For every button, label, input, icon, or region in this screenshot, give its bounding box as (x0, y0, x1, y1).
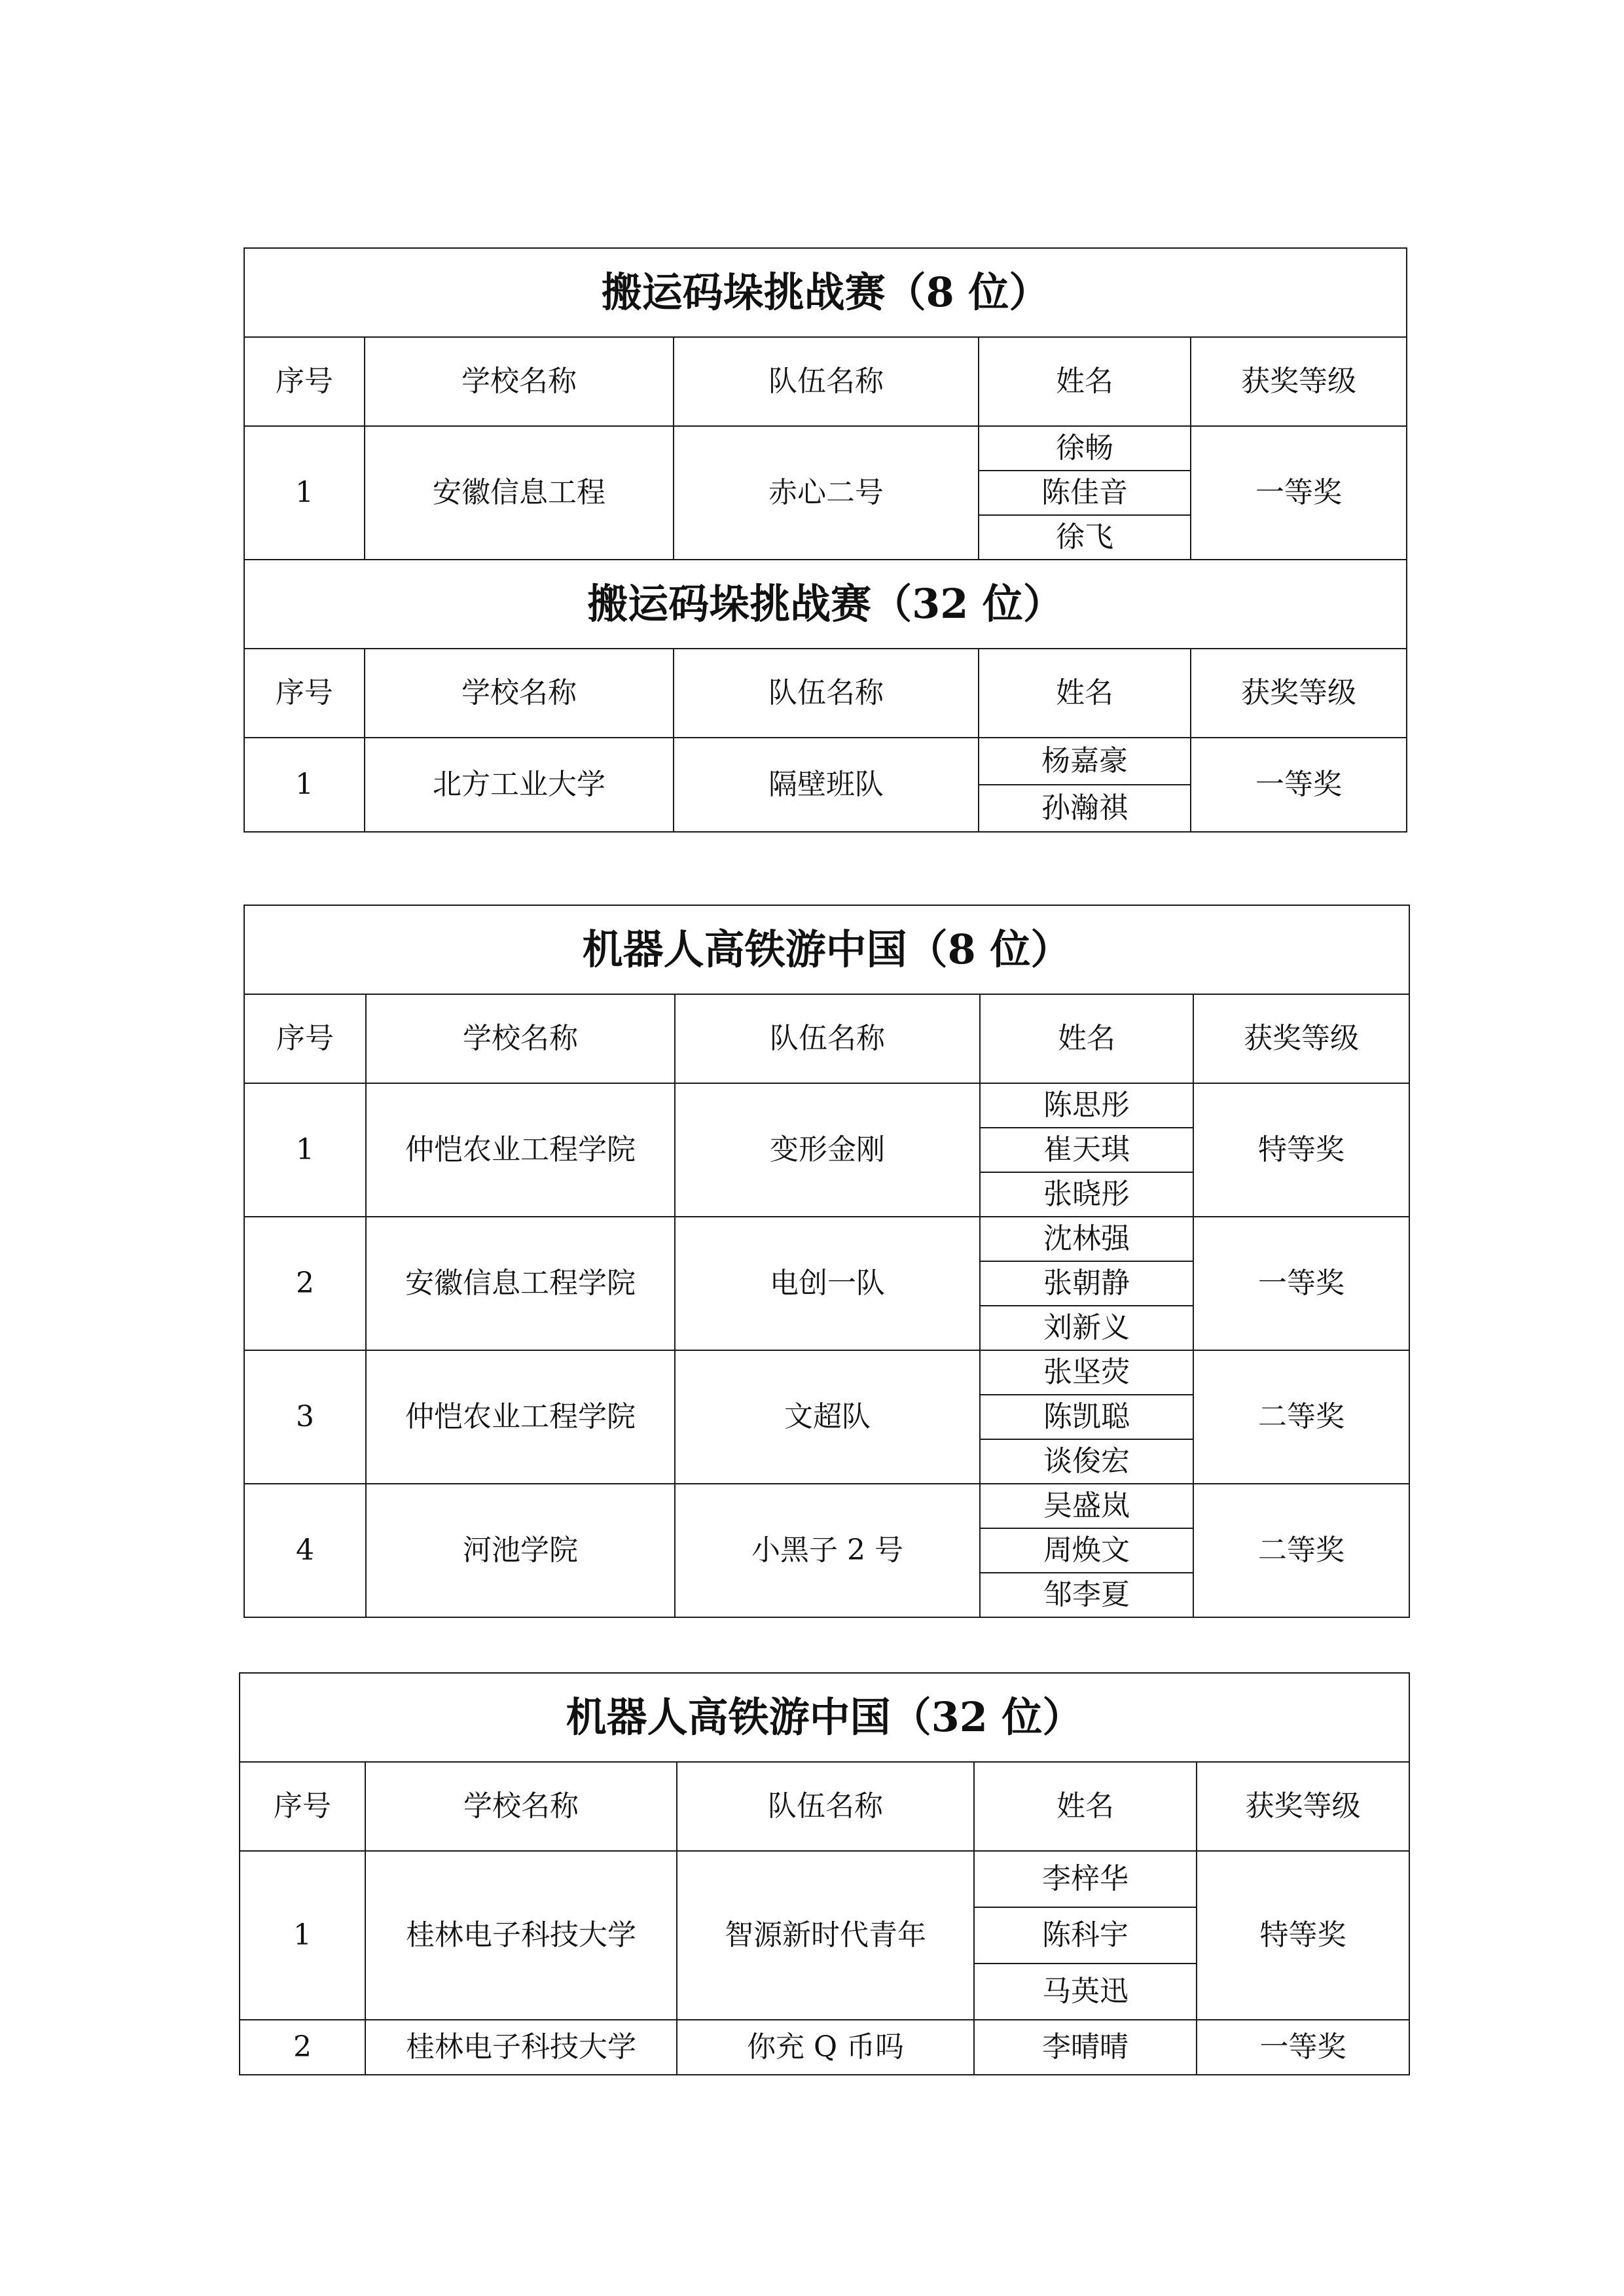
cell-school: 桂林电子科技大学 (365, 1851, 677, 2020)
header-name: 姓名 (980, 994, 1193, 1083)
cell-award: 一等奖 (1191, 426, 1407, 560)
header-award: 获奖等级 (1193, 994, 1409, 1083)
cell-member: 陈思彤 (980, 1083, 1193, 1128)
cell-seq: 3 (244, 1350, 366, 1484)
header-award: 获奖等级 (1191, 649, 1407, 738)
cell-award: 一等奖 (1191, 738, 1407, 832)
cell-team: 变形金刚 (675, 1083, 980, 1217)
header-school: 学校名称 (366, 994, 675, 1083)
cell-member: 张坚荧 (980, 1350, 1193, 1395)
cell-member: 李梓华 (974, 1851, 1197, 1907)
header-award: 获奖等级 (1191, 337, 1407, 426)
award-table-carrying (244, 247, 1407, 833)
cell-member: 张晓彤 (980, 1172, 1193, 1217)
cell-member: 张朝静 (980, 1261, 1193, 1306)
cell-team: 赤心二号 (674, 426, 979, 560)
section-title: 机器人高铁游中国（32 位） (240, 1673, 1409, 1762)
header-team: 队伍名称 (675, 994, 980, 1083)
award-table-railway-32 (239, 1672, 1410, 2075)
cell-school: 河池学院 (366, 1484, 675, 1617)
header-school: 学校名称 (365, 649, 674, 738)
cell-school: 仲恺农业工程学院 (366, 1350, 675, 1484)
cell-seq: 1 (244, 738, 365, 832)
cell-member: 李晴晴 (974, 2020, 1197, 2075)
cell-member: 杨嘉豪 (979, 738, 1191, 785)
cell-award: 一等奖 (1197, 2020, 1409, 2075)
cell-member: 陈科宇 (974, 1907, 1197, 1964)
cell-team: 隔壁班队 (674, 738, 979, 832)
section-title: 机器人高铁游中国（8 位） (244, 905, 1409, 994)
header-award: 获奖等级 (1197, 1762, 1409, 1851)
header-name: 姓名 (979, 649, 1191, 738)
cell-member: 周焕文 (980, 1528, 1193, 1573)
cell-team: 电创一队 (675, 1217, 980, 1350)
header-name: 姓名 (974, 1762, 1197, 1851)
cell-seq: 4 (244, 1484, 366, 1617)
cell-member: 刘新义 (980, 1306, 1193, 1350)
award-table-railway-8 (244, 905, 1410, 1618)
cell-award: 二等奖 (1193, 1484, 1409, 1617)
cell-seq: 2 (240, 2020, 365, 2075)
cell-member: 沈林强 (980, 1217, 1193, 1261)
cell-seq: 2 (244, 1217, 366, 1350)
cell-school: 安徽信息工程 (365, 426, 674, 560)
cell-seq: 1 (244, 426, 365, 560)
cell-team: 智源新时代青年 (677, 1851, 974, 2020)
header-school: 学校名称 (365, 337, 674, 426)
section-title: 搬运码垛挑战赛（8 位） (244, 248, 1407, 337)
header-team: 队伍名称 (677, 1762, 974, 1851)
section-title: 搬运码垛挑战赛（32 位） (244, 560, 1407, 649)
cell-member: 陈佳音 (979, 471, 1191, 515)
cell-team: 文超队 (675, 1350, 980, 1484)
cell-award: 特等奖 (1193, 1083, 1409, 1217)
cell-member: 邹李夏 (980, 1573, 1193, 1617)
cell-school: 仲恺农业工程学院 (366, 1083, 675, 1217)
cell-member: 崔天琪 (980, 1128, 1193, 1172)
cell-member: 陈凯聪 (980, 1395, 1193, 1439)
cell-award: 二等奖 (1193, 1350, 1409, 1484)
cell-member: 谈俊宏 (980, 1439, 1193, 1484)
header-seq: 序号 (244, 649, 365, 738)
cell-team: 你充 Q 币吗 (677, 2020, 974, 2075)
header-school: 学校名称 (365, 1762, 677, 1851)
header-team: 队伍名称 (674, 337, 979, 426)
cell-member: 孙瀚祺 (979, 785, 1191, 832)
cell-school: 安徽信息工程学院 (366, 1217, 675, 1350)
cell-school: 桂林电子科技大学 (365, 2020, 677, 2075)
header-team: 队伍名称 (674, 649, 979, 738)
header-name: 姓名 (979, 337, 1191, 426)
header-seq: 序号 (240, 1762, 365, 1851)
header-seq: 序号 (244, 337, 365, 426)
cell-award: 特等奖 (1197, 1851, 1409, 2020)
cell-member: 徐畅 (979, 426, 1191, 471)
cell-member: 徐飞 (979, 515, 1191, 560)
header-seq: 序号 (244, 994, 366, 1083)
cell-seq: 1 (240, 1851, 365, 2020)
cell-school: 北方工业大学 (365, 738, 674, 832)
cell-award: 一等奖 (1193, 1217, 1409, 1350)
cell-seq: 1 (244, 1083, 366, 1217)
cell-team: 小黑子 2 号 (675, 1484, 980, 1617)
cell-member: 吴盛岚 (980, 1484, 1193, 1528)
cell-member: 马英迅 (974, 1964, 1197, 2020)
